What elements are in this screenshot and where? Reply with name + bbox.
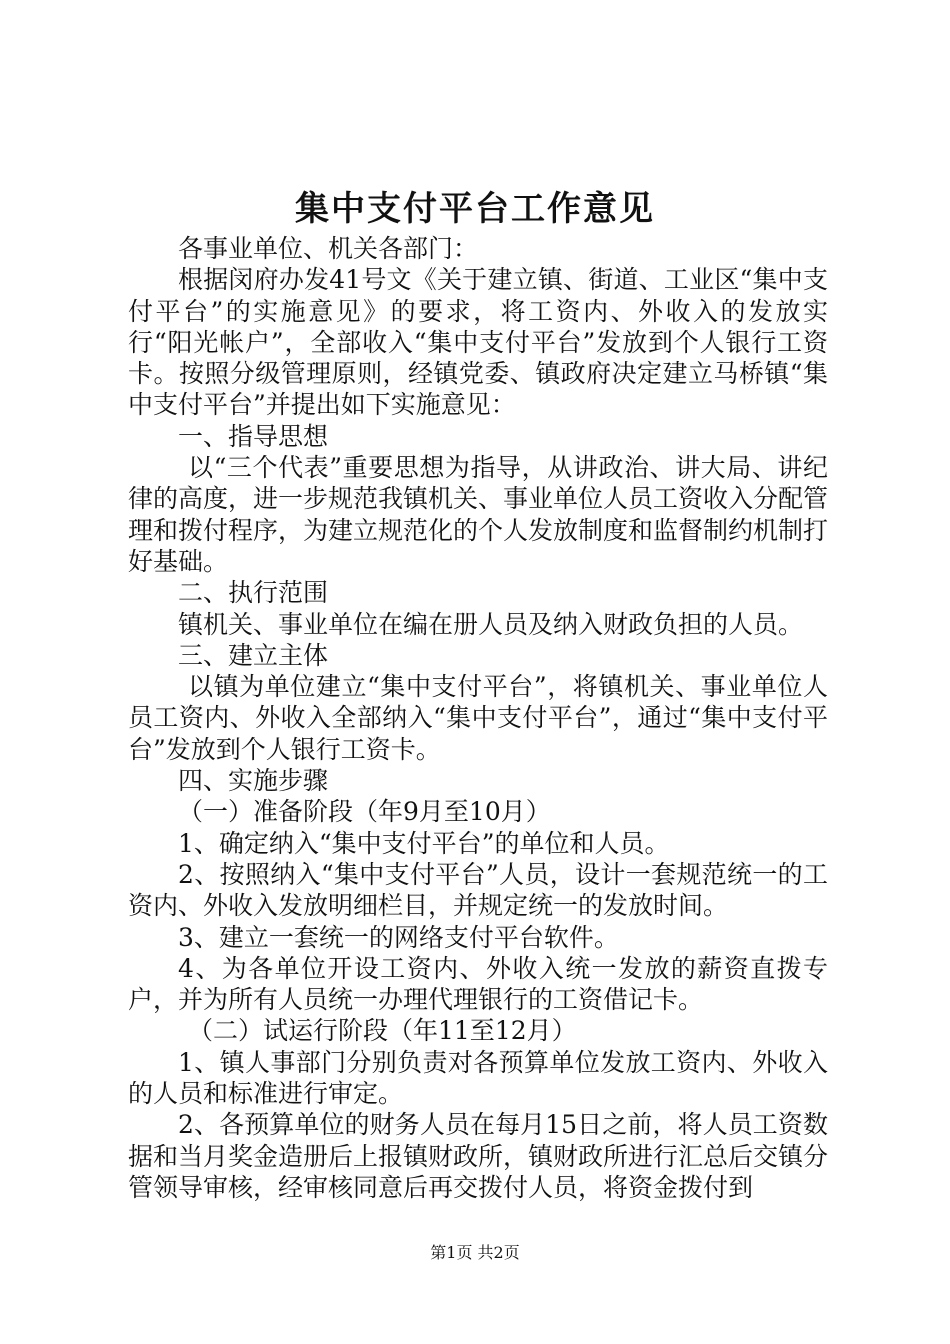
paragraph: 一、指导思想 bbox=[178, 421, 329, 451]
paragraph: 各事业单位、机关各部门： bbox=[178, 234, 479, 263]
document-body bbox=[128, 233, 828, 1203]
paragraph: 1、确定纳入“集中支付平台”的单位和人员。 bbox=[178, 828, 670, 858]
paragraph: 二、执行范围 bbox=[178, 578, 329, 608]
document-title: 集中支付平台工作意见 bbox=[295, 189, 655, 229]
paragraph: 镇机关、事业单位在编在册人员及纳入财政负担的人员。 bbox=[178, 609, 804, 639]
paragraph: （二）试运行阶段（年11至12月） bbox=[188, 1016, 577, 1046]
paragraph: 四、实施步骤 bbox=[178, 766, 329, 796]
paragraph: 4、为各单位开设工资内、外收入统一发放的薪资直拨专户，并为所有人员统一办理代理银行的工资借记卡。 bbox=[128, 953, 828, 1015]
paragraph: 3、建立一套统一的网络支付平台软件。 bbox=[178, 922, 619, 952]
paragraph: 根据闵府办发41号文《关于建立镇、街道、工业区“集中支付平台”的实施意见》的要求，将工资内、外收入的发放实行“阳光帐户”，全部收入“集中支付平台”发放到个人银行工资卡。按照分级管理原则，经镇党委、镇政府决定建立马桥镇“集中支付平台”并提出如下实施意见： bbox=[128, 265, 828, 420]
page-footer: 第1页 共2页 bbox=[430, 1243, 520, 1262]
paragraph: 2、各预算单位的财务人员在每月15日之前，将人员工资数据和当月奖金造册后上报镇财政所，镇财政所进行汇总后交镇分管领导审核，经审核同意后再交拨付人员，将资金拨付到 bbox=[128, 1110, 829, 1202]
paragraph: 以“三个代表”重要思想为指导，从讲政治、讲大局、讲纪律的高度，进一步规范我镇机关、事业单位人员工资收入分配管理和拨付程序，为建立规范化的个人发放制度和监督制约机制打好基础。 bbox=[128, 453, 829, 576]
paragraph: 2、按照纳入“集中支付平台”人员，设计一套规范统一的工资内、外收入发放明细栏目，并规定统一的发放时间。 bbox=[128, 859, 828, 921]
paragraph: （一）准备阶段（年9月至10月） bbox=[178, 797, 551, 827]
paragraph: 1、镇人事部门分别负责对各预算单位发放工资内、外收入的人员和标准进行审定。 bbox=[128, 1047, 828, 1109]
paragraph: 以镇为单位建立“集中支付平台”，将镇机关、事业单位人员工资内、外收入全部纳入“集中支付平台”，通过“集中支付平台”发放到个人银行工资卡。 bbox=[128, 672, 828, 764]
paragraph: 三、建立主体 bbox=[178, 640, 329, 670]
